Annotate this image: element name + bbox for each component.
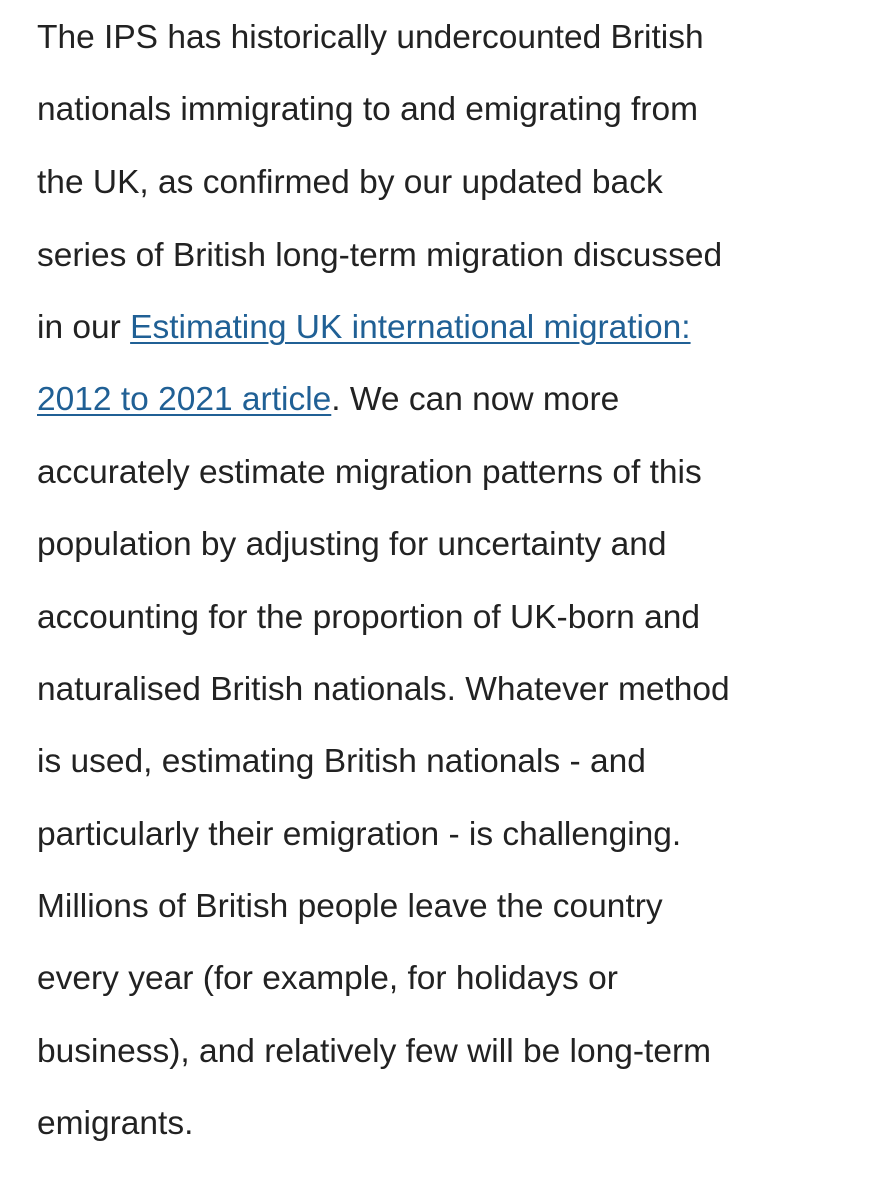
paragraph-line: accurately estimate migration patterns of this	[37, 454, 702, 491]
paragraph-text: in our	[37, 309, 131, 346]
paragraph-line	[37, 380, 619, 420]
paragraph-line: business), and relatively few will be long-term	[37, 1033, 712, 1070]
paragraph-line: series of British long-term migration discussed	[37, 237, 723, 274]
paragraph-line: population by adjusting for uncertainty and	[37, 526, 667, 563]
paragraph-line: particularly their emigration - is challenging.	[37, 816, 682, 853]
paragraph-line: Millions of British people leave the country	[37, 888, 663, 925]
paragraph-line: every year (for example, for holidays or	[37, 960, 618, 997]
paragraph-line: nationals immigrating to and emigrating from	[37, 91, 699, 128]
estimating-uk-migration-link[interactable]: Estimating UK international migration:	[130, 309, 691, 346]
paragraph-line: is used, estimating British nationals - and	[37, 743, 646, 780]
paragraph-line: naturalised British nationals. Whatever method	[37, 671, 730, 708]
paragraph-line: emigrants.	[37, 1105, 194, 1142]
paragraph-line: The IPS has historically undercounted British	[37, 19, 704, 56]
paragraph-text: . We can now more	[331, 381, 620, 418]
paragraph-line: accounting for the proportion of UK-born and	[37, 599, 700, 636]
paragraph-line: the UK, as confirmed by our updated back	[37, 164, 663, 201]
estimating-uk-migration-link-continued[interactable]: 2012 to 2021 article	[37, 381, 332, 418]
paragraph-line	[37, 308, 691, 348]
